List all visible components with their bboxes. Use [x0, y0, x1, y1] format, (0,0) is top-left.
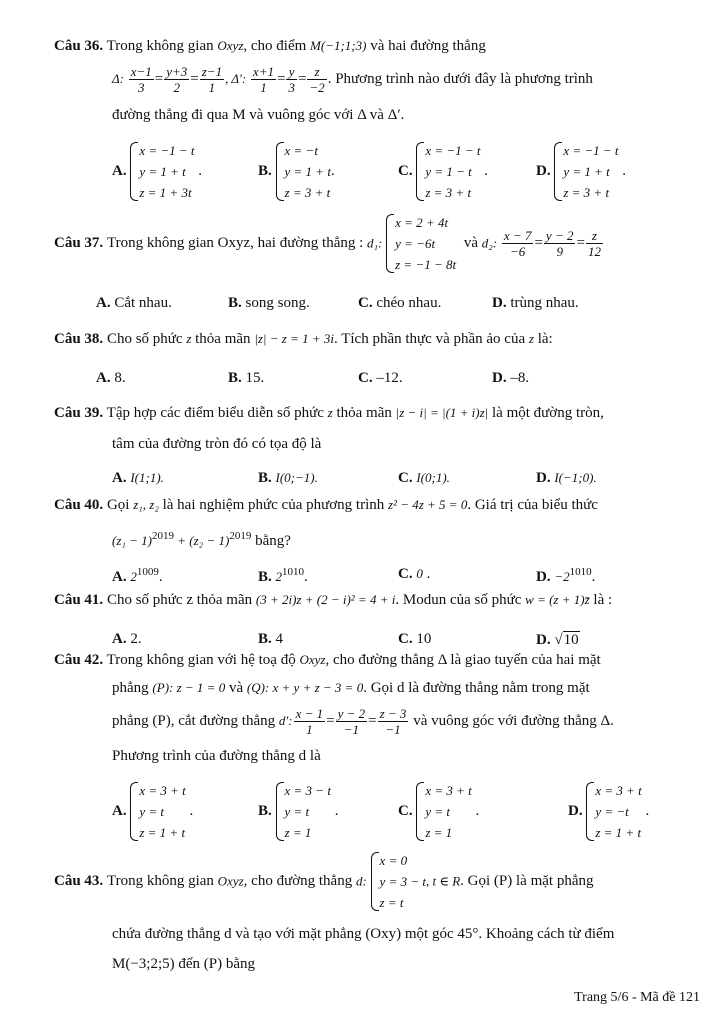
equation-system: x = 3 + t y = t z = 1	[416, 780, 471, 843]
question-text: . Tích phần thực và phần ảo của	[334, 331, 526, 347]
fraction: $\frac{z}{-2}$	[309, 64, 325, 95]
question-text: Cho số phức	[106, 331, 183, 347]
option-c[interactable]: C. 10	[398, 631, 432, 647]
question-label: Câu 42.	[54, 652, 104, 668]
exponent: 2019	[152, 530, 175, 542]
question-text: , cho đường thẳng Δ là giao tuyến của hai mặt	[325, 652, 601, 668]
option-d[interactable]: D. trùng nhau.	[492, 295, 579, 311]
page-footer: Trang 5/6 - Mã đề 121	[574, 990, 700, 1005]
option-b[interactable]: B. 4	[258, 631, 284, 647]
question-text: Trong không gian với hệ toạ độ	[106, 652, 296, 668]
question-36	[54, 38, 704, 55]
question-38	[54, 331, 704, 348]
math-var: z	[327, 405, 333, 420]
question-text: . Modun của số phức	[395, 592, 522, 608]
option-c[interactable]: C. chéo nhau.	[358, 295, 442, 311]
question-text: , cho đường thẳng	[243, 873, 353, 889]
question-37: Câu 37. Trong không gian Oxyz, hai đường thẳng : d₁: x = 2 + 4t y = −6t z = −1 − 8t và d₂: $\frac{x - 7}{-6}$ = $\frac{y - 2}{9}$ = $\frac{z}{12}$	[54, 212, 704, 275]
question-label: Câu 36.	[54, 38, 104, 54]
option-d[interactable]: D. x = 3 + t y = −t z = 1 + t .	[568, 780, 649, 843]
math-plane: (P): z − 1 = 0	[152, 680, 226, 695]
exponent: 2019	[229, 530, 252, 542]
option-a[interactable]: A. $2^{1009}$.	[112, 566, 163, 585]
option-c[interactable]: C. x = −1 − t y = 1 − t z = 3 + t .	[398, 140, 488, 203]
fraction: $\frac{x-1}{3}$	[130, 64, 152, 95]
question-text: là:	[537, 331, 553, 347]
question-text: . Gọi (P) là mặt phẳng	[460, 873, 594, 889]
math-expression: (z₁ − 1)	[112, 533, 153, 548]
question-label: Câu 40.	[54, 497, 104, 513]
math-space: Oxyz	[217, 873, 244, 889]
fraction: $\frac{y}{3}$	[288, 64, 295, 95]
math-equation: |z| − z = 1 + 3i	[254, 331, 334, 346]
fraction: $\frac{z - 3}{-1}$	[379, 706, 407, 737]
question-text: là một đường tròn,	[492, 405, 604, 421]
question-text: , cho điểm	[243, 38, 307, 54]
math-symbol: d₁:	[367, 235, 383, 251]
math-var: z	[528, 331, 534, 346]
fraction: $\frac{x - 7}{-6}$	[503, 228, 532, 259]
question-text: Phương trình của đường thẳng d là	[112, 748, 321, 764]
math-symbol: d₂:	[481, 235, 498, 251]
math-equation: z² − 4z + 5 = 0	[388, 497, 468, 512]
question-42-line3: phẳng (P), cắt đường thẳng d′: $\frac{x - 1}{1}$ = $\frac{y - 2}{-1}$ = $\frac{z - 3}{-1}$ và vuông góc với đường thẳng Δ.	[112, 706, 614, 737]
option-a[interactable]: A. Cắt nhau.	[96, 295, 172, 311]
question-text: Gọi	[106, 497, 130, 513]
math-point: M(−1;1;3)	[310, 38, 367, 53]
question-text: thỏa mãn	[336, 405, 392, 421]
fraction: $\frac{x - 1}{1}$	[295, 706, 324, 737]
question-text: Tập hợp các điểm biểu diễn số phức	[106, 405, 324, 421]
option-b[interactable]: B. I(0;−1).	[258, 470, 318, 486]
question-text: và	[463, 235, 479, 251]
question-42-line2: phẳng (P): z − 1 = 0 và (Q): x + y + z − 3 = 0. Gọi d là đường thẳng nằm trong mặt	[112, 680, 590, 696]
math-symbol: d′:	[278, 712, 293, 728]
option-a[interactable]: A. I(1;1).	[112, 470, 164, 486]
math-expression: + (z₂ − 1)	[174, 533, 230, 548]
option-b[interactable]: B. $2^{1010}$.	[258, 566, 308, 585]
option-c[interactable]: C. I(0;1).	[398, 470, 450, 486]
math-equation: (3 + 2i)z + (2 − i)² = 4 + i	[255, 592, 396, 607]
question-text: Trong không gian Oxyz, hai đường thẳng :	[106, 235, 364, 251]
math-symbol: d:	[355, 873, 367, 889]
option-c[interactable]: C. –12.	[358, 370, 403, 386]
question-42	[54, 652, 704, 669]
question-text: chứa đường thẳng d và tạo với mặt phẳng (Oxy) một góc 45°. Khoảng cách từ điểm	[112, 926, 615, 942]
equation-system: x = 2 + 4t y = −6t z = −1 − 8t	[386, 212, 456, 275]
sqrt-icon: √	[554, 632, 563, 648]
question-label: Câu 43.	[54, 873, 104, 889]
question-text: M(−3;2;5) đến (P) bằng	[112, 956, 256, 972]
math-var: z	[186, 331, 192, 346]
question-label: Câu 38.	[54, 331, 104, 347]
equation-system: x = −1 − t y = 1 + t z = 3 + t	[554, 140, 618, 203]
question-text: . Giá trị của biểu thức	[467, 497, 598, 513]
math-space: Oxyz	[217, 38, 244, 53]
fraction: $\frac{y+3}{2}$	[166, 64, 188, 95]
equation-system: x = −1 − t y = 1 + t z = 1 + 3t	[130, 140, 194, 203]
equation-system: x = 3 + t y = −t z = 1 + t	[586, 780, 641, 843]
question-text: . Phương trình nào dưới đây là phương trình	[327, 70, 593, 87]
question-text: thỏa mãn	[195, 331, 251, 347]
option-d[interactable]: D. –8.	[492, 370, 530, 386]
option-d[interactable]: D. √10	[536, 632, 579, 648]
option-b[interactable]: B. 15.	[228, 370, 265, 386]
math-equation: |z − i| = |(1 + i)z|	[395, 405, 489, 420]
question-text: là hai nghiệm phức của phương trình	[162, 497, 385, 513]
math-symbol: Δ:	[112, 70, 124, 86]
fraction: $\frac{z}{12}$	[587, 228, 601, 259]
question-41	[54, 592, 704, 609]
math-var: z₁, z₂	[133, 497, 159, 512]
option-b[interactable]: B. song song.	[228, 295, 310, 311]
equation-system: x = 3 + t y = t z = 1 + t	[130, 780, 185, 843]
equation-system: x = 0 y = 3 − t z = t	[371, 850, 426, 913]
question-43	[54, 850, 704, 913]
option-c[interactable]: C. x = 3 + t y = t z = 1 .	[398, 780, 479, 843]
question-text: và hai đường thẳng	[370, 38, 486, 54]
question-text: Cho số phức z thỏa mãn	[106, 592, 253, 608]
fraction: $\frac{y - 2}{9}$	[545, 228, 574, 259]
equation-system: x = −t y = 1 + t z = 3 + t	[276, 140, 331, 203]
question-text: là :	[593, 592, 613, 608]
option-d[interactable]: D. x = −1 − t y = 1 + t z = 3 + t .	[536, 140, 626, 203]
option-d[interactable]: D. $-2^{1010}$.	[536, 566, 596, 585]
option-a[interactable]: A. x = 3 + t y = t z = 1 + t .	[112, 780, 193, 843]
fraction: $\frac{x+1}{1}$	[252, 64, 274, 95]
fraction: $\frac{z-1}{1}$	[201, 64, 223, 95]
option-a[interactable]: A. x = −1 − t y = 1 + t z = 1 + 3t .	[112, 140, 202, 203]
question-36-lines: Δ: $\frac{x-1}{3}$ = $\frac{y+3}{2}$ = $\frac{z-1}{1}$ , Δ′: $\frac{x+1}{1}$ = $\frac{y}{3}$ = $\frac{z}{-2}$ . Phương trình nào dưới đây là phương trình	[112, 64, 593, 95]
question-39	[54, 405, 704, 422]
math-space: Oxyz	[299, 652, 326, 667]
question-text: tâm của đường tròn đó có tọa độ là	[112, 436, 322, 452]
option-a[interactable]: A. 8.	[96, 370, 126, 386]
fraction: $\frac{y - 2}{-1}$	[337, 706, 366, 737]
question-label: Câu 37.	[54, 235, 104, 251]
question-text: Trong không gian	[106, 873, 214, 889]
math-expression-line	[112, 530, 704, 550]
question-text: Trong không gian	[106, 38, 214, 54]
question-text: đường thẳng đi qua M và vuông góc với Δ và Δ′.	[112, 107, 405, 123]
equation-system: x = −1 − t y = 1 − t z = 3 + t	[416, 140, 480, 203]
math-symbol: , Δ′:	[225, 70, 247, 86]
question-label: Câu 39.	[54, 405, 104, 421]
option-a[interactable]: A. 2.	[112, 631, 142, 647]
question-40	[54, 497, 704, 514]
option-c[interactable]: C. 0 .	[398, 566, 431, 582]
math-param: , t ∈ R	[425, 873, 461, 889]
question-text: bằng?	[255, 533, 291, 549]
question-label: Câu 41.	[54, 592, 104, 608]
option-b[interactable]: B. x = 3 − t y = t z = 1 .	[258, 780, 338, 843]
option-d[interactable]: D. I(−1;0).	[536, 470, 597, 486]
math-expression: w = (z + 1)z̄	[525, 592, 590, 607]
math-plane: (Q): x + y + z − 3 = 0	[246, 680, 364, 695]
option-b[interactable]: B. x = −t y = 1 + t z = 3 + t .	[258, 140, 335, 203]
equation-system: x = 3 − t y = t z = 1	[276, 780, 331, 843]
